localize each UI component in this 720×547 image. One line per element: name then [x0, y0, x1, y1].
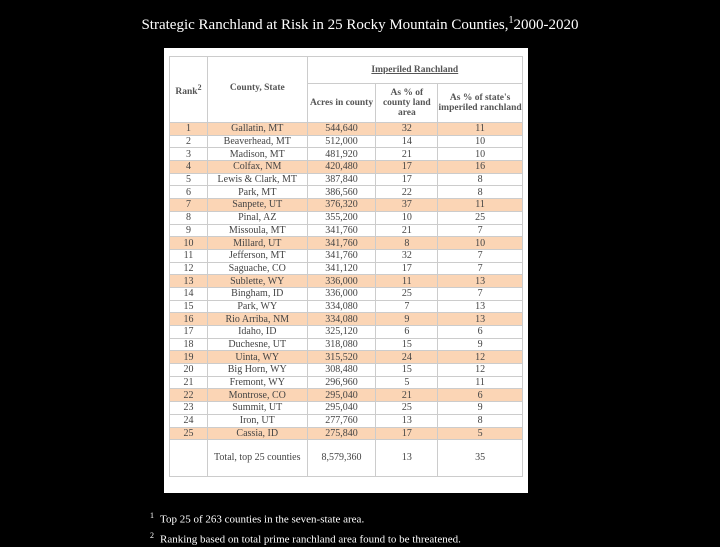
cell-pct-county: 9	[376, 313, 438, 326]
ranchland-table	[169, 56, 523, 477]
total-pct-county: 13	[376, 440, 438, 477]
cell-county: Uinta, WY	[207, 351, 307, 364]
cell-pct-state: 13	[438, 275, 523, 288]
header-rank: Rank$^2$	[170, 57, 208, 123]
table-row	[170, 224, 523, 237]
table-row	[170, 427, 523, 440]
table-row	[170, 376, 523, 389]
cell-acres: 386,560	[307, 186, 376, 199]
cell-acres: 420,480	[307, 161, 376, 174]
cell-pct-county: 14	[376, 135, 438, 148]
cell-pct-county: 21	[376, 148, 438, 161]
cell-rank: 3	[170, 148, 208, 161]
cell-pct-county: 25	[376, 287, 438, 300]
cell-acres: 341,760	[307, 249, 376, 262]
cell-rank: 24	[170, 414, 208, 427]
cell-acres: 315,520	[307, 351, 376, 364]
cell-rank: 19	[170, 351, 208, 364]
total-rank	[170, 440, 208, 477]
cell-rank: 20	[170, 364, 208, 377]
table-row	[170, 414, 523, 427]
cell-county: Iron, UT	[207, 414, 307, 427]
cell-rank: 23	[170, 402, 208, 415]
cell-pct-county: 5	[376, 376, 438, 389]
table-row	[170, 199, 523, 212]
total-acres: 8,579,360	[307, 440, 376, 477]
table-row	[170, 249, 523, 262]
cell-county: Big Horn, WY	[207, 364, 307, 377]
cell-county: Summit, UT	[207, 402, 307, 415]
cell-pct-state: 7	[438, 287, 523, 300]
cell-pct-county: 17	[376, 161, 438, 174]
cell-acres: 376,320	[307, 199, 376, 212]
cell-acres: 296,960	[307, 376, 376, 389]
cell-rank: 8	[170, 211, 208, 224]
cell-county: Beaverhead, MT	[207, 135, 307, 148]
cell-pct-county: 21	[376, 224, 438, 237]
cell-acres: 277,760	[307, 414, 376, 427]
cell-pct-state: 7	[438, 224, 523, 237]
cell-pct-county: 17	[376, 427, 438, 440]
cell-acres: 308,480	[307, 364, 376, 377]
footnote-1: $^1$ Top 25 of 263 counties in the seven-state area.	[150, 511, 365, 526]
cell-pct-county: 10	[376, 211, 438, 224]
table-row	[170, 389, 523, 402]
cell-acres: 336,000	[307, 287, 376, 300]
cell-pct-state: 12	[438, 364, 523, 377]
cell-pct-state: 13	[438, 300, 523, 313]
table-row	[170, 287, 523, 300]
cell-acres: 295,040	[307, 402, 376, 415]
cell-pct-county: 21	[376, 389, 438, 402]
cell-rank: 2	[170, 135, 208, 148]
title-footnote-mark: 1	[508, 15, 514, 26]
cell-county: Lewis & Clark, MT	[207, 173, 307, 186]
cell-acres: 325,120	[307, 326, 376, 339]
table-row	[170, 173, 523, 186]
cell-county: Fremont, WY	[207, 376, 307, 389]
table-image	[164, 48, 528, 493]
table-row	[170, 313, 523, 326]
header-pct-state: As % of state's imperiled ranchland	[438, 84, 523, 123]
table-row	[170, 364, 523, 377]
cell-pct-county: 22	[376, 186, 438, 199]
cell-county: Jefferson, MT	[207, 249, 307, 262]
cell-county: Pinal, AZ	[207, 211, 307, 224]
table-row	[170, 275, 523, 288]
cell-acres: 387,840	[307, 173, 376, 186]
header-county: County, State	[207, 57, 307, 123]
cell-county: Duchesne, UT	[207, 338, 307, 351]
cell-pct-state: 13	[438, 313, 523, 326]
footnote-2: $^2$ Ranking based on total prime ranchland area found to be threatened.	[150, 530, 461, 546]
header-acres: Acres in county	[307, 84, 376, 123]
cell-acres: 275,840	[307, 427, 376, 440]
header-imperiled-ranchland: Imperiled Ranchland	[307, 57, 522, 84]
cell-county: Park, MT	[207, 186, 307, 199]
table-row	[170, 402, 523, 415]
cell-pct-state: 25	[438, 211, 523, 224]
table-row	[170, 123, 523, 136]
cell-acres: 512,000	[307, 135, 376, 148]
cell-pct-state: 7	[438, 249, 523, 262]
cell-acres: 355,200	[307, 211, 376, 224]
cell-acres: 341,760	[307, 237, 376, 250]
cell-county: Cassia, ID	[207, 427, 307, 440]
table-row	[170, 211, 523, 224]
total-pct-state: 35	[438, 440, 523, 477]
cell-rank: 13	[170, 275, 208, 288]
cell-pct-state: 6	[438, 389, 523, 402]
cell-pct-state: 8	[438, 173, 523, 186]
cell-pct-county: 37	[376, 199, 438, 212]
cell-pct-county: 17	[376, 173, 438, 186]
cell-rank: 25	[170, 427, 208, 440]
cell-county: Rio Arriba, NM	[207, 313, 307, 326]
cell-pct-county: 6	[376, 326, 438, 339]
cell-rank: 6	[170, 186, 208, 199]
cell-acres: 341,760	[307, 224, 376, 237]
cell-county: Bingham, ID	[207, 287, 307, 300]
cell-rank: 22	[170, 389, 208, 402]
table-row	[170, 148, 523, 161]
cell-acres: 481,920	[307, 148, 376, 161]
cell-rank: 15	[170, 300, 208, 313]
cell-rank: 18	[170, 338, 208, 351]
cell-rank: 1	[170, 123, 208, 136]
cell-rank: 12	[170, 262, 208, 275]
cell-pct-state: 8	[438, 186, 523, 199]
cell-pct-state: 10	[438, 237, 523, 250]
cell-rank: 5	[170, 173, 208, 186]
cell-pct-county: 17	[376, 262, 438, 275]
cell-county: Saguache, CO	[207, 262, 307, 275]
cell-county: Millard, UT	[207, 237, 307, 250]
cell-pct-county: 15	[376, 364, 438, 377]
cell-pct-state: 10	[438, 135, 523, 148]
cell-acres: 341,120	[307, 262, 376, 275]
total-row	[170, 440, 523, 477]
table-body	[170, 123, 523, 440]
cell-pct-state: 9	[438, 338, 523, 351]
cell-county: Sanpete, UT	[207, 199, 307, 212]
cell-acres: 295,040	[307, 389, 376, 402]
cell-pct-state: 6	[438, 326, 523, 339]
cell-pct-state: 16	[438, 161, 523, 174]
cell-rank: 9	[170, 224, 208, 237]
cell-pct-county: 15	[376, 338, 438, 351]
cell-county: Idaho, ID	[207, 326, 307, 339]
title-years: 2000-2020	[513, 17, 579, 33]
cell-county: Gallatin, MT	[207, 123, 307, 136]
cell-rank: 17	[170, 326, 208, 339]
cell-pct-state: 5	[438, 427, 523, 440]
cell-rank: 14	[170, 287, 208, 300]
cell-acres: 544,640	[307, 123, 376, 136]
slide-title	[0, 15, 720, 34]
footnotes	[150, 508, 461, 547]
header-pct-county: As % of county land area	[376, 84, 438, 123]
cell-pct-county: 32	[376, 249, 438, 262]
table-row	[170, 326, 523, 339]
cell-county: Park, WY	[207, 300, 307, 313]
table-row	[170, 338, 523, 351]
cell-rank: 10	[170, 237, 208, 250]
total-label: Total, top 25 counties	[207, 440, 307, 477]
table-row	[170, 161, 523, 174]
cell-county: Colfax, NM	[207, 161, 307, 174]
cell-pct-state: 8	[438, 414, 523, 427]
table-row	[170, 351, 523, 364]
cell-pct-county: 24	[376, 351, 438, 364]
table-row	[170, 300, 523, 313]
table-row	[170, 135, 523, 148]
cell-pct-state: 12	[438, 351, 523, 364]
table-row	[170, 237, 523, 250]
cell-pct-county: 11	[376, 275, 438, 288]
cell-county: Montrose, CO	[207, 389, 307, 402]
table-row	[170, 186, 523, 199]
cell-pct-state: 11	[438, 199, 523, 212]
cell-acres: 336,000	[307, 275, 376, 288]
cell-pct-state: 11	[438, 123, 523, 136]
cell-acres: 318,080	[307, 338, 376, 351]
table-row	[170, 262, 523, 275]
cell-rank: 21	[170, 376, 208, 389]
cell-pct-county: 7	[376, 300, 438, 313]
cell-county: Madison, MT	[207, 148, 307, 161]
cell-pct-state: 11	[438, 376, 523, 389]
cell-rank: 4	[170, 161, 208, 174]
cell-rank: 11	[170, 249, 208, 262]
cell-pct-county: 32	[376, 123, 438, 136]
cell-pct-county: 8	[376, 237, 438, 250]
cell-pct-county: 25	[376, 402, 438, 415]
title-text: Strategic Ranchland at Risk in 25 Rocky Mountain Counties,	[141, 17, 509, 33]
cell-acres: 334,080	[307, 300, 376, 313]
cell-pct-state: 9	[438, 402, 523, 415]
cell-acres: 334,080	[307, 313, 376, 326]
cell-pct-state: 10	[438, 148, 523, 161]
cell-county: Missoula, MT	[207, 224, 307, 237]
cell-county: Sublette, WY	[207, 275, 307, 288]
cell-pct-state: 7	[438, 262, 523, 275]
cell-rank: 16	[170, 313, 208, 326]
cell-pct-county: 13	[376, 414, 438, 427]
cell-rank: 7	[170, 199, 208, 212]
